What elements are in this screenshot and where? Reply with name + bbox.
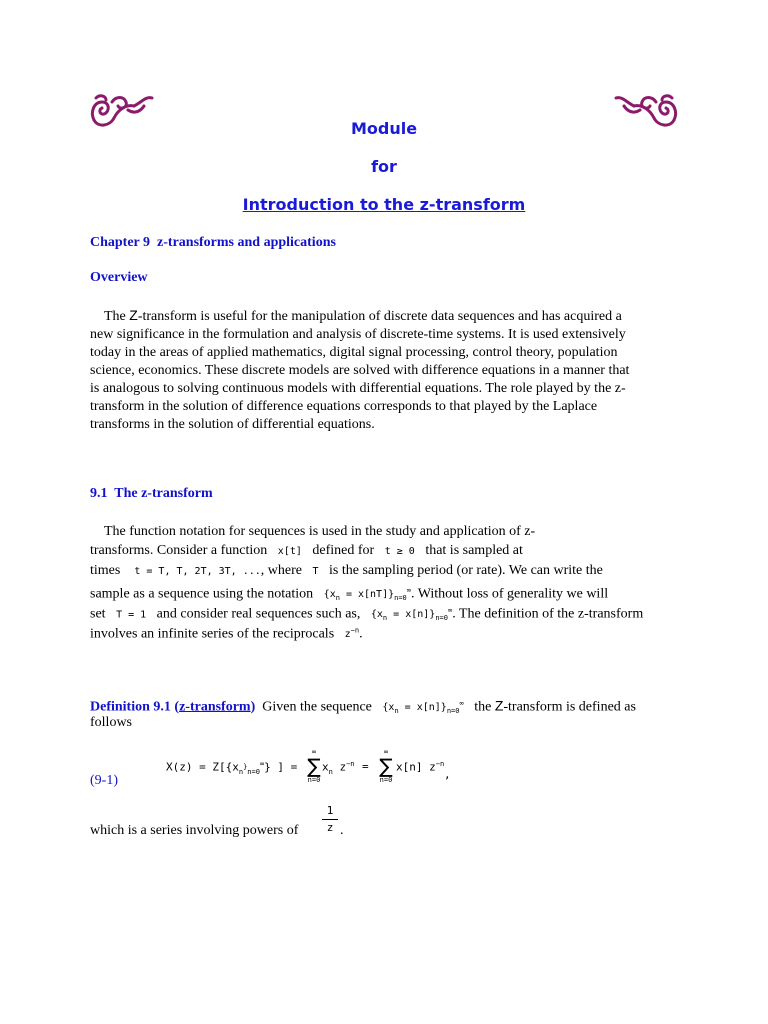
- title-for: for: [371, 157, 397, 176]
- overview-paragraph: [90, 306, 629, 434]
- chapter-label: Chapter 9: [90, 235, 151, 250]
- definition-line-1: Definition 9.1 (z-transform) Given the sequence $\{x_n = x[n]\}_{n=0}^\infty$ the Z-transform is defined as: [90, 697, 636, 716]
- section-heading: 9.1 The z-transform: [90, 486, 213, 501]
- sum-term-2: x[n] $z^{-n}$: [396, 760, 445, 774]
- math-T: T: [312, 566, 319, 577]
- math-t-geq-0: t ≥ 0: [384, 546, 415, 557]
- equation-lhs: $X(z) = Z[\{x_n\}_{n=0}^\infty\}$ ] =: [166, 760, 298, 776]
- definition-follows: follows: [90, 715, 132, 730]
- overview-line: transform in the solution of difference equations corresponds to that played by the Laplace: [90, 399, 598, 414]
- sum-symbol-1: ∞ ∑ n=0: [307, 748, 321, 784]
- overview-line: science, economics. These discrete models are solved with difference equations in a manner that: [90, 363, 630, 378]
- section-line-1: The function notation for sequences is used in the study and application of z-: [104, 524, 536, 539]
- powers-end: .: [340, 823, 344, 838]
- overview-line: new significance in the formulation and analysis of discrete-time systems. It is used extensively: [90, 327, 626, 342]
- section-line-2: transforms. Consider a function x[t] defined for t ≥ 0 that is sampled at: [90, 543, 523, 558]
- powers-text: which is a series involving powers of: [90, 823, 299, 838]
- fraction-one-over-z: 1 z: [322, 804, 338, 835]
- math-T-eq-1: T = 1: [116, 609, 147, 621]
- math-times: t = T, T, 2T, 3T, ...: [134, 566, 261, 577]
- overview-line: today in the areas of applied mathematics, digital signal processing, control theory, population: [90, 345, 618, 360]
- z-symbol: Z: [129, 307, 138, 323]
- math-z-neg-n: $z^{-n}$: [344, 627, 360, 641]
- definition-link[interactable]: z-transform: [179, 699, 251, 715]
- math-definition-sequence: $\{x_n = x[n]\}_{n=0}^\infty$: [382, 700, 464, 716]
- overview-line: The Z-transform is useful for the manipulation of discrete data sequences and has acquired a: [104, 307, 622, 324]
- definition-label: Definition 9.1: [90, 699, 171, 715]
- chapter-heading: [90, 235, 336, 251]
- equation-number: (9-1): [90, 773, 118, 788]
- chapter-text: z-transforms and applications: [157, 235, 336, 250]
- sum-symbol-2: ∞ ∑ n=0: [379, 748, 393, 784]
- section-line-4: sample as a sequence using the notation $\{x_n = x[nT]\}_{n=0}^\infty$. Without loss of generality we will: [90, 586, 609, 603]
- math-sequence-n: $\{x_n = x[n]\}_{n=0}^\infty$: [370, 607, 453, 623]
- equation-comma: ,: [444, 768, 451, 781]
- overview-line: is analogous to solving continuous models with differential equations. The role played by the z-: [90, 381, 626, 396]
- math-sequence-nT: $\{x_n = x[nT]\}_{n=0}^\infty$: [323, 587, 411, 603]
- section-line-3: times t = T, T, 2T, 3T, ..., where T is the sampling period (or rate). We can write the: [90, 563, 603, 578]
- section-line-5: set T = 1 and consider real sequences such as, $\{x_n = x[n]\}_{n=0}^\infty$. The definition of the z-transform: [90, 606, 644, 623]
- overview-heading: Overview: [90, 270, 148, 285]
- math-xt: x[t]: [277, 546, 302, 557]
- section-line-6: involves an infinite series of the reciprocals $z^{-n}$.: [90, 626, 363, 642]
- equals-sign: =: [362, 760, 369, 773]
- overview-line: transforms in the solution of differential equations.: [90, 417, 375, 432]
- title-link[interactable]: Introduction to the z-transform: [242, 195, 526, 214]
- title-main: [0, 195, 768, 214]
- title-module: Module: [350, 119, 418, 138]
- equation-9-1: [166, 748, 466, 788]
- sum-term-1: $x_n$ $z^{-n}$: [322, 760, 355, 776]
